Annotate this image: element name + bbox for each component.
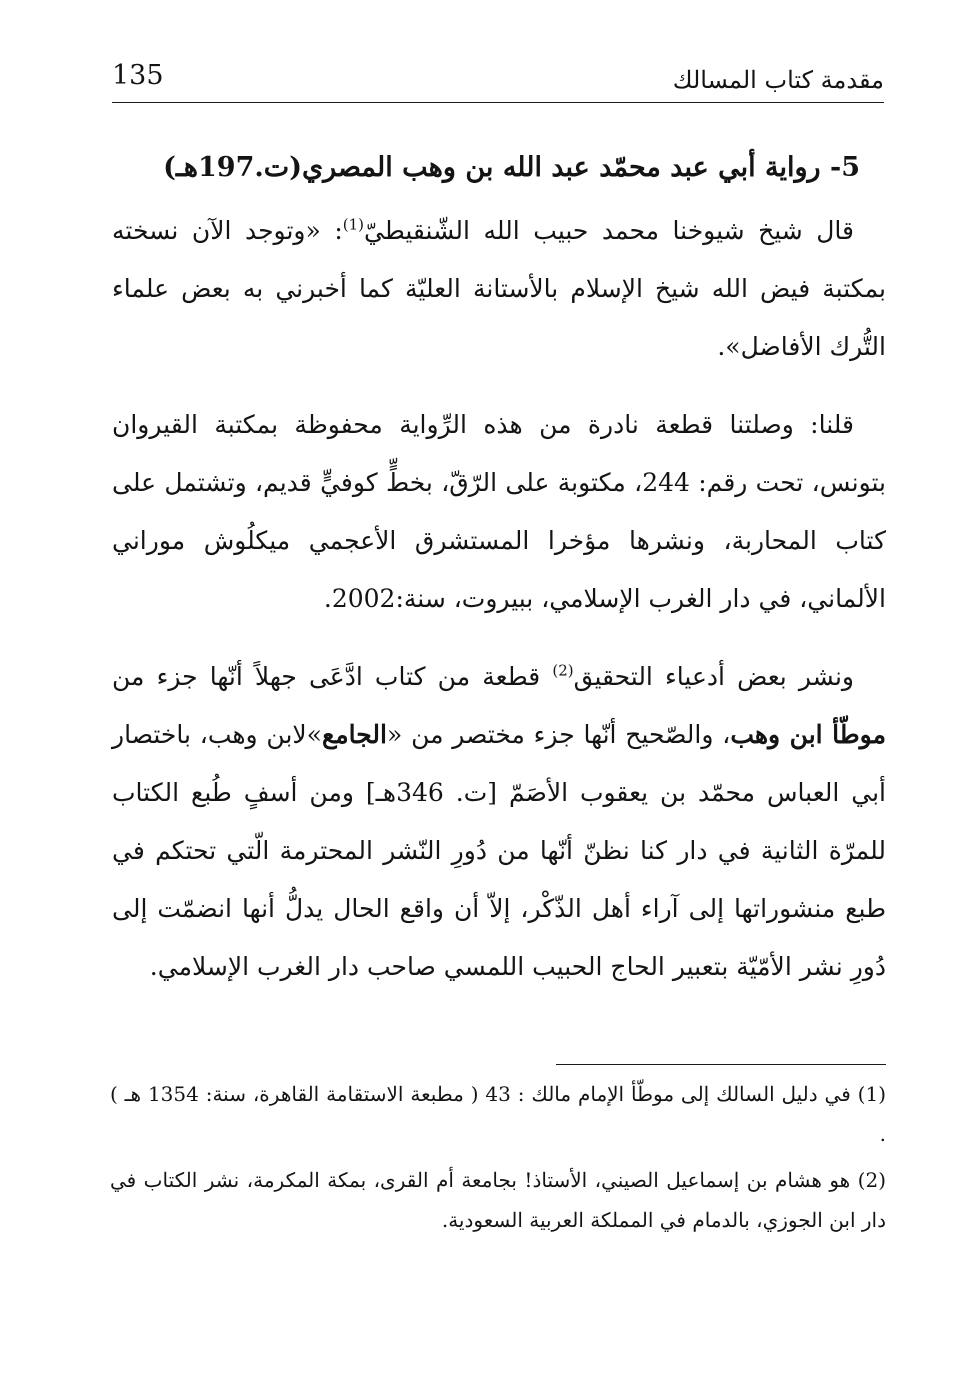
paragraph-3-text-middle: قطعة من كتاب ادَّعَى جهلاً أنّها جزء من [112,662,553,691]
footnote-2: (2) هو هشام بن إسماعيل الصيني، الأستاذ! بجامعة أم القرى، بمكة المكرمة، نشر الكتاب في دار ابن الجوزي، بالدمام في المملكة العربية السعودية. [110,1168,886,1232]
main-text [112,140,886,996]
paragraph-2: قلنا: وصلتنا قطعة نادرة من هذه الرِّواية محفوظة بمكتبة القيروان بتونس، تحت رقم: 244، مكتوبة على الرّقّ، بخطٍّ كوفيٍّ قديم، وتشتمل على كتاب المحاربة، ونشرها مؤخرا المستشرق الأعجمي ميكلُوش موراني الألماني، في دار الغرب الإسلامي، ببيروت، سنة:2002. [112,410,886,613]
book-title-muwatta: موطّأ ابن وهب [730,720,886,749]
paragraph-3 [112,648,886,996]
paragraph-3-text-start: ونشر بعض أدعياء التحقيق [573,662,855,691]
paragraph-3-text-middle-2: ، والصّحيح أنّها جزء مختصر من « [386,720,731,749]
footnote-separator [556,1064,886,1065]
section-heading: 5- رواية أبي عبد محمّد عبد الله بن وهب المصري(ت.197هـ) [163,152,860,183]
running-title: مقدمة كتاب المسالك [672,66,884,94]
paragraph-1-text-end: : «وتوجد الآن نسخته بمكتبة فيض الله شيخ الإسلام بالأستانة العليّة كما أخبرني به بعض علماء التُّرك الأفاضل». [112,216,886,361]
footnote-ref-2[interactable]: (2) [552,661,574,680]
footnote-ref-1[interactable]: (1) [342,215,365,234]
book-title-jami: الجامع [321,720,387,749]
page-number: 135 [112,60,164,91]
paragraph-3-text-end: »لابن وهب، باختصار أبي العباس محمّد بن يعقوب الأصَمّ [ت. 346هـ] ومن أسفٍ طُبع الكتاب للمرّة الثانية في دار كنا نظنّ أنّها من دُورِ النّشر المحترمة الّتي تحتكم في طبع منشوراتها إلى آراء أهل الذّكْر، إلاّ أن واقع الحال يدلُّ أنها انضمّت إلى دُورِ نشر الأمّيّة بتعبير الحاج الحبيب اللمسي صاحب دار الغرب الإسلامي. [112,720,886,981]
paragraph-1-text-start: قال شيخ شيوخنا محمد حبيب الله الشّنقيطيّ [364,216,854,245]
footnotes [110,1074,886,1246]
footnote-1: (1) في دليل السالك إلى موطّأ الإمام مالك : 43 ( مطبعة الاستقامة القاهرة، سنة: 1354 هـ ) . [110,1082,886,1146]
paragraph-1 [112,202,886,376]
running-header [112,58,884,103]
